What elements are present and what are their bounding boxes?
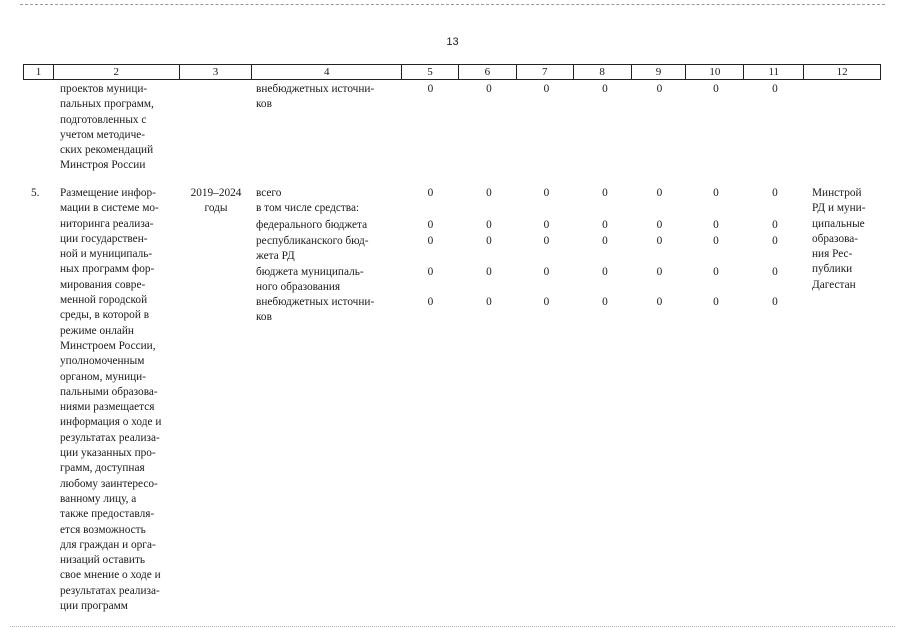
row5-republic-col9: 0	[656, 235, 663, 247]
row5-description: Размещение инфор- мации в системе мо- ниторинга реализа- ции государствен- ной и муниципаль- ных программ фор- мирования совре- менной городской среды, в которой в режиме онлайн Минстроем России, уполномоченным органом, муници- пальными образова- ниями размещается информация о ходе и результатах реализа- ции указанных про- грамм, доступная любому заинтересо- ванному лицу, а также предоставля- ется возможность для граждан и орга- низаций оставить свое мнение о ходе и результатах реализа- ции программ	[60, 187, 162, 613]
row5-source-total: всего	[256, 187, 282, 199]
row5-total-col11: 0	[772, 187, 778, 199]
row5-municipal-col8: 0	[602, 266, 608, 278]
prev-row-value-col7: 0	[543, 83, 550, 95]
header-col-10: 10	[686, 65, 744, 79]
row5-municipal-col6: 0	[486, 266, 492, 278]
header-col-8: 8	[574, 65, 632, 79]
header-col-3: 3	[180, 65, 253, 79]
row5-extra-col8: 0	[602, 296, 608, 308]
row5-total-col7: 0	[543, 187, 550, 199]
page-number: 13	[446, 36, 459, 48]
row5-federal-col10: 0	[713, 219, 719, 231]
row5-total-col5: 0	[427, 187, 434, 199]
header-col-1: 1	[24, 65, 54, 79]
header-col-7: 7	[517, 65, 574, 79]
row5-executor: Минстрой РД и муни- ципальные образова- ния Рес- публики Дагестан	[812, 187, 866, 291]
scan-edge-top	[20, 4, 885, 5]
table-header-row	[23, 64, 881, 80]
row5-total-col6: 0	[486, 187, 492, 199]
header-col-9: 9	[632, 65, 687, 79]
row5-extra-col7: 0	[543, 296, 550, 308]
row5-municipal-col10: 0	[713, 266, 719, 278]
row5-republic-col6: 0	[486, 235, 492, 247]
prev-row-value-col5: 0	[427, 83, 434, 95]
header-col-12: 12	[836, 66, 848, 78]
row5-extra-col5: 0	[427, 296, 434, 308]
header-col-6: 6	[459, 65, 517, 79]
prev-row-value-col9: 0	[656, 83, 663, 95]
row5-source-federal: федерального бюджета	[256, 219, 368, 231]
header-col-4: 4	[252, 65, 402, 79]
row5-number: 5.	[31, 187, 40, 199]
row5-extra-col11: 0	[772, 296, 778, 308]
header-col-2: 2	[54, 65, 180, 79]
row5-extra-col9: 0	[656, 296, 663, 308]
row5-total-col8: 0	[602, 187, 608, 199]
row5-extra-col6: 0	[486, 296, 492, 308]
row5-republic-col10: 0	[713, 235, 719, 247]
row5-municipal-col5: 0	[427, 266, 434, 278]
row5-total-col9: 0	[656, 187, 663, 199]
row5-source-including: в том числе средства:	[256, 202, 360, 214]
row5-extra-col10: 0	[713, 296, 719, 308]
prev-row-description: проектов муници- пальных программ, подготовленных с учетом методиче- ских рекомендаций Минстроя России	[60, 83, 154, 172]
row5-republic-col7: 0	[543, 235, 550, 247]
prev-row-source-extra: внебюджетных источни- ков	[256, 83, 375, 111]
row5-republic-col5: 0	[427, 235, 434, 247]
row5-federal-col8: 0	[602, 219, 608, 231]
row5-federal-col11: 0	[772, 219, 778, 231]
row5-total-col10: 0	[713, 187, 719, 199]
prev-row-value-col11: 0	[772, 83, 778, 95]
row5-federal-col6: 0	[486, 219, 492, 231]
row5-municipal-col9: 0	[656, 266, 663, 278]
row5-republic-col11: 0	[772, 235, 778, 247]
header-col-5: 5	[402, 65, 459, 79]
row5-source-municipal: бюджета муниципаль- ного образования	[256, 266, 364, 294]
row5-municipal-col7: 0	[543, 266, 550, 278]
row5-source-extra: внебюджетных источни- ков	[256, 296, 375, 324]
prev-row-value-col10: 0	[713, 83, 719, 95]
row5-municipal-col11: 0	[772, 266, 778, 278]
row5-republic-col8: 0	[602, 235, 608, 247]
row5-source-republic: республиканского бюд- жета РД	[256, 235, 369, 263]
row5-federal-col7: 0	[543, 219, 550, 231]
prev-row-value-col8: 0	[602, 83, 608, 95]
row5-period: 2019–2024 годы	[190, 187, 242, 215]
prev-row-value-col6: 0	[486, 83, 492, 95]
header-col-11: 11	[744, 65, 804, 79]
scan-edge-bottom	[10, 626, 895, 627]
row5-federal-col9: 0	[656, 219, 663, 231]
row5-federal-col5: 0	[427, 219, 434, 231]
